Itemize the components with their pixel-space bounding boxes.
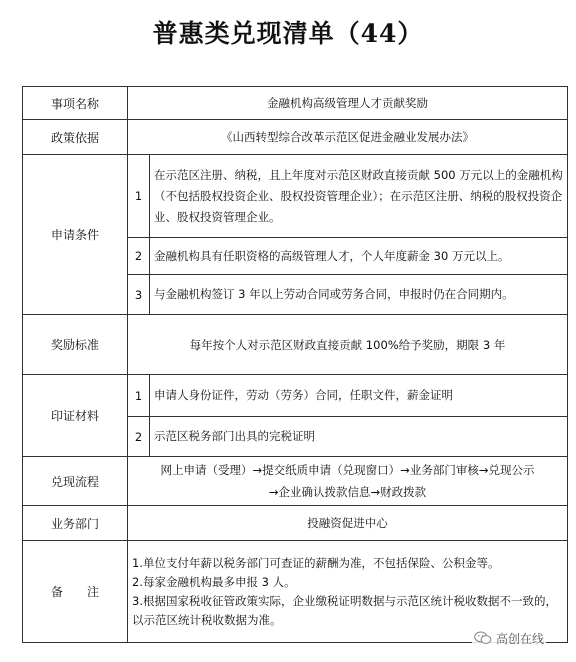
table-row: [23, 375, 568, 417]
policy-table: [22, 86, 568, 643]
department-value: 投融资促进中心: [128, 506, 568, 541]
wechat-icon: [474, 631, 492, 645]
table-row: [23, 541, 568, 643]
material-text: 申请人身份证件，劳动（劳务）合同，任职文件，薪金证明: [150, 375, 568, 417]
process-line: →企业确认拨款信息→财政拨款: [268, 485, 427, 499]
standard-label: 奖励标准: [23, 315, 128, 375]
department-label: 业务部门: [23, 506, 128, 541]
material-text: 示范区税务部门出具的完税证明: [150, 417, 568, 457]
table-row: [23, 155, 568, 238]
table-row: [23, 87, 568, 120]
item-value: 金融机构高级管理人才贡献奖励: [128, 87, 568, 120]
table-row: [23, 315, 568, 375]
conditions-label: 申请条件: [23, 155, 128, 315]
table-row: [23, 506, 568, 541]
material-number: 2: [128, 417, 150, 457]
remarks-label-text: 备注: [51, 585, 124, 599]
condition-text: 与金融机构签订 3 年以上劳动合同或劳务合同，申报时仍在合同期内。: [150, 275, 568, 315]
watermark: [472, 629, 546, 647]
condition-number: 3: [128, 275, 150, 315]
remarks-label: [23, 541, 128, 643]
condition-number: 2: [128, 238, 150, 275]
watermark-text: 高创在线: [496, 631, 545, 646]
condition-number: 1: [128, 155, 150, 238]
table-row: [23, 457, 568, 506]
materials-label: 印证材料: [23, 375, 128, 457]
remarks-value: [128, 541, 568, 643]
process-value: [128, 457, 568, 506]
item-label: 事项名称: [23, 87, 128, 120]
remark-item: 2.每家金融机构最多申报 3 人。: [132, 574, 296, 589]
process-line: 网上申请（受理）→提交纸质申请（兑现窗口）→业务部门审核→兑现公示: [160, 463, 535, 477]
remark-item: 1.单位支付年薪以税务部门可查证的薪酬为准，不包括保险、公积金等。: [132, 555, 500, 570]
condition-text: 在示范区注册、纳税，且上年度对示范区财政直接贡献 500 万元以上的金融机构（不包括股权投资企业、股权投资管理企业）；在示范区注册、纳税的股权投资企业、股权投资管理企业。: [150, 155, 568, 238]
material-number: 1: [128, 375, 150, 417]
standard-value: 每年按个人对示范区财政直接贡献 100%给予奖励，期限 3 年: [128, 315, 568, 375]
condition-text: 金融机构具有任职资格的高级管理人才，个人年度薪金 30 万元以上。: [150, 238, 568, 275]
page-title: 普惠类兑现清单（44）: [152, 19, 424, 48]
basis-value: 《山西转型综合改革示范区促进金融业发展办法》: [128, 120, 568, 155]
basis-label: 政策依据: [23, 120, 128, 155]
remark-item: 3.根据国家税收征管政策实际，企业缴税证明数据与示范区统计税收数据不一致的，以示范区统计税收数据为准。: [132, 593, 557, 627]
process-label: 兑现流程: [23, 457, 128, 506]
table-row: [23, 120, 568, 155]
